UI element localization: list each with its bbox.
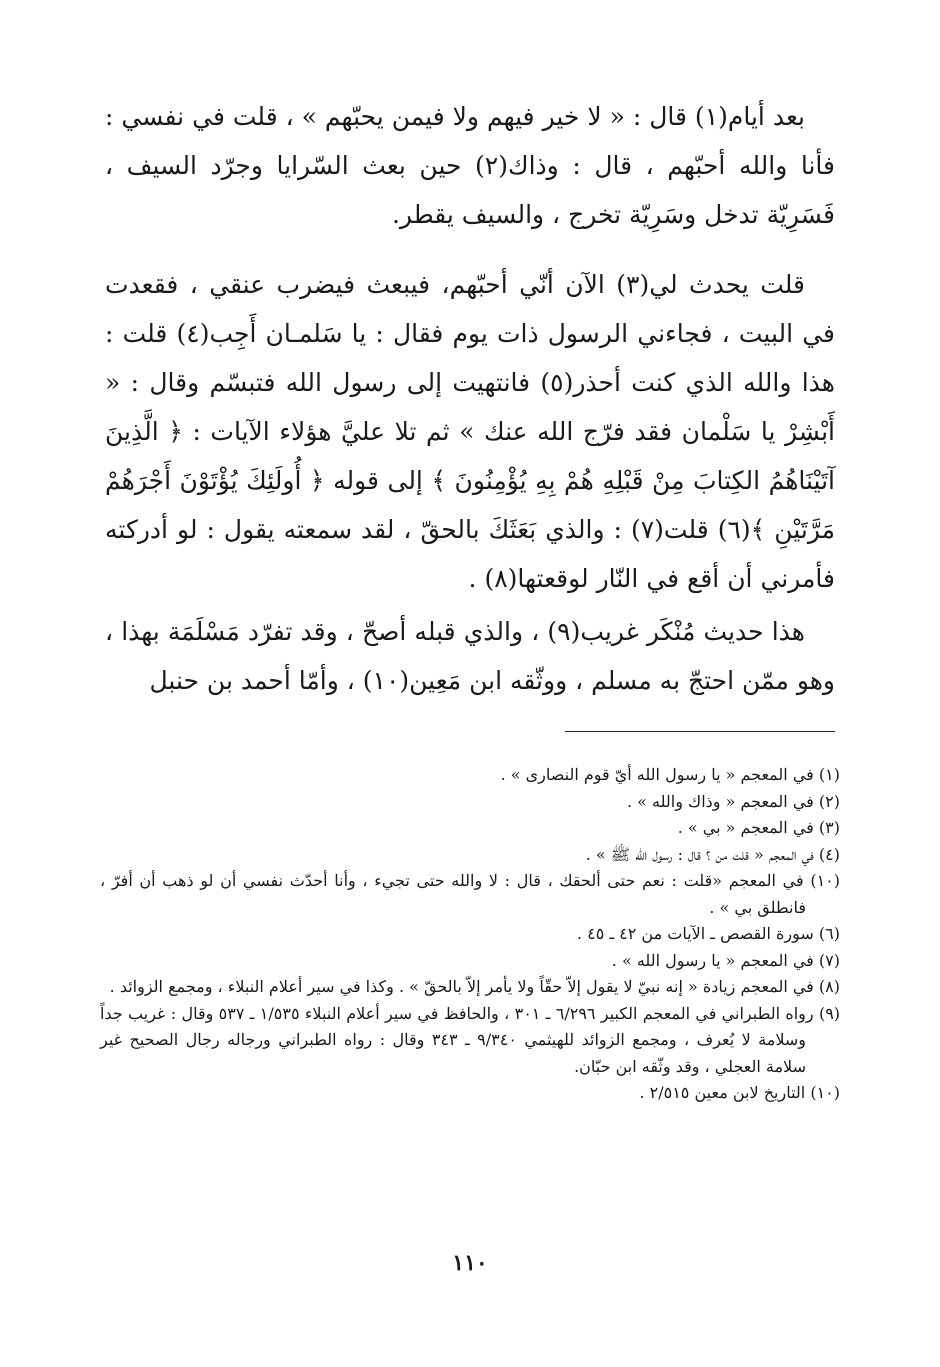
body-paragraph-1 — [105, 92, 835, 239]
paragraph-text: قلت يحدث لي(٣) الآن أنّي أحبّهم، فيبعث فيضرب عنقي ، فقعدت في البيت ، فجاءني الرسول ذات يوم فقال : يا سَلمـان أَجِب(٤) قلت : هذا والله الذي كنت أحذر(٥) فانتهيت إلى رسول الله فتبسّم وقال : « أَبْشِرْ يا سَلْمان فقد فرّج الله عنك » ثم تلا عليَّ هؤلاء الآيات : ﴿ الَّذِينَ آتَيْنَاهُمُ الكِتابَ مِنْ قَبْلِهِ هُمْ بِهِ يُؤْمِنُونَ ﴾ إلى قوله ﴿ أُولَئِكَ يُؤْتَوْنَ أَجْرَهُمْ مَرَّتَيْنِ ﴾(٦) قلت(٧) : والذي بَعَثَكَ بالحقّ ، لقد سمعته يقول : لو أدركته فأمرني أن أقع في النّار لوقعتها(٨) . — [105, 270, 836, 593]
footnote-9: (٩) رواه الطبراني في المعجم الكبير ٦/٢٩٦ ـ ٣٠١ ، والحافظ في سير أعلام النبلاء ١/٥٣٥ ـ ٥٣٧ وقال : غريب جداً وسلامة لا يُعرف ، ومجمع الزوائد للهيثمي ٩/٣٤٠ ـ ٣٤٣ وقال : رواه الطبراني ورجاله رجال الصحيح غير سلامة العجلي ، وقد وثّقه ابن حبّان. — [100, 1003, 841, 1076]
paragraph-text: بعد أيام(١) قال : « لا خير فيهم ولا فيمن يحبّهم » ، قلت في نفسي : فأنا والله أحبّهم ، قال : وذاك(٢) حين بعث السّرايا وجرّد السيف ، فَسَرِيّة تدخل وسَرِيّة تخرج ، والسيف يقطر. — [105, 102, 835, 229]
footnote-8: (٨) في المعجم زيادة « إنه نبيّ لا يقول إلاّ حقّاً ولا يأمر إلاّ بالحقّ » . وكذا في سير أعلام النبلاء ، ومجمع الزوائد . — [109, 977, 840, 996]
footnote-5: (١٠) في المعجم «قلت : نعم حتى ألحقك ، قال : لا والله حتى تجيء ، وأنا أحدّث نفسي أن لو ذهب أن أفرّ ، فانطلق بي » . — [100, 871, 840, 917]
footnote-2: (٢) في المعجم « وذاك والله » . — [626, 791, 840, 811]
footnote-1: (١) في المعجم « يا رسول الله أيّ قوم النصارى » . — [500, 765, 840, 784]
paragraph-text: هذا حديث مُنْكَر غريب(٩) ، والذي قبله أصحّ ، وقد تفرّد مَسْلَمَة بهذا ، وهو ممّن احتجّ به مسلم ، ووثّقه ابن مَعِين(١٠) ، وأمّا أحمد بن حنبل — [105, 617, 835, 695]
footnote-6: (٦) سورة القصص ـ الآيات من ٤٢ ـ ٤٥ . — [576, 924, 840, 943]
footnote-3: (٣) في المعجم « بي » . — [677, 818, 840, 837]
footnote-10: (١٠) التاريخ لابن معين ٢/٥١٥ . — [639, 1083, 840, 1102]
body-paragraph-3 — [105, 607, 835, 705]
footnotes — [100, 762, 840, 1107]
body-paragraph-2 — [105, 260, 835, 603]
footnote-separator — [565, 731, 835, 732]
footnote-4: (٤) في المعجم « قلت من ؟ قال : رسول الله ﷺ » . — [585, 844, 840, 864]
footnote-7: (٧) في المعجم « يا رسول الله » . — [611, 950, 840, 970]
page-number: ١١٠ — [452, 1250, 488, 1276]
